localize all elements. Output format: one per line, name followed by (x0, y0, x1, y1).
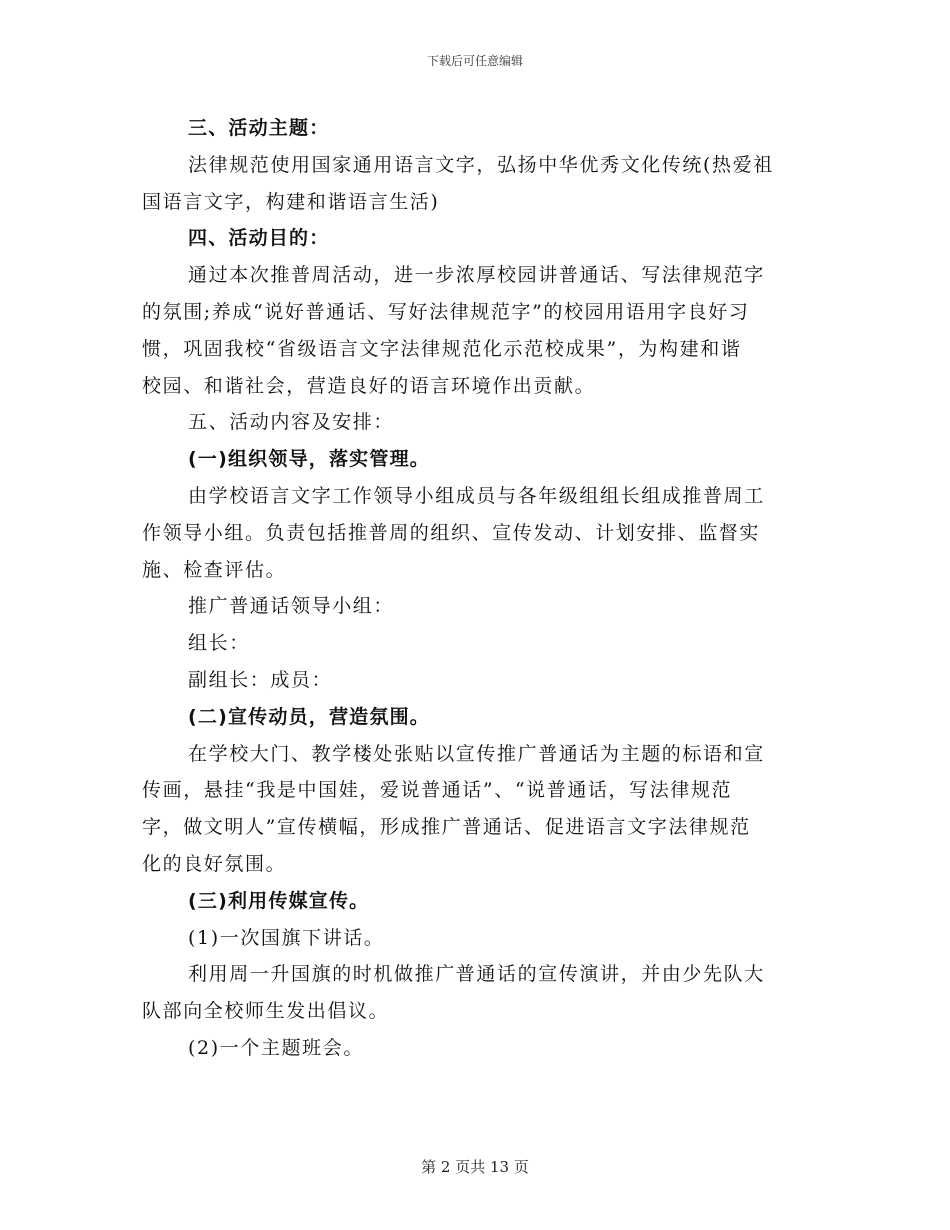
text-line: (2)一个主题班会。 (188, 1036, 364, 1059)
text-line: 在学校大门、教学楼处张贴以宣传推广普通话为主题的标语和宣 (188, 742, 765, 765)
text-line: 通过本次推普周活动，进一步浓厚校园讲普通话、写法律规范字 (188, 264, 765, 287)
text-line: 的氛围;养成“说好普通话、写好法律规范字”的校园用语用字良好习 (142, 300, 750, 323)
text-line: 五、活动内容及安排： (188, 411, 395, 434)
text-line: 校园、和谐社会，营造良好的语言环境作出贡献。 (142, 374, 596, 397)
page-header: 下载后可任意编辑 (426, 54, 523, 68)
text-line: 队部向全校师生发出倡议。 (142, 1000, 390, 1023)
text-line: (1)一次国旗下讲话。 (188, 926, 385, 949)
text-line: 副组长：成员： (188, 668, 333, 691)
text-line: 施、检查评估。 (142, 558, 287, 581)
text-line: 字，做文明人”宣传横幅，形成推广普通话、促进语言文字法律规范 (142, 816, 751, 839)
text-line: 作领导小组。负责包括推普周的组织、宣传发动、计划安排、监督实 (142, 521, 761, 544)
page-footer: 第 2 页共 13 页 (421, 1158, 529, 1176)
text-line: 推广普通话领导小组： (188, 595, 395, 618)
section-heading: (一)组织领导，落实管理。 (188, 448, 430, 471)
section-heading: 四、活动目的： (188, 227, 330, 250)
section-heading: (二)宣传动员，营造氛围。 (188, 705, 430, 728)
text-line: 传画，悬挂“我是中国娃，爱说普通话”、“说普通话，写法律规范 (142, 779, 733, 802)
section-heading: (三)利用传媒宣传。 (188, 889, 370, 912)
section-heading: 三、活动主题： (188, 117, 330, 139)
text-line: 组长： (188, 632, 250, 655)
text-line: 国语言文字，构建和谐语言生活) (142, 190, 440, 213)
text-line: 化的良好氛围。 (142, 852, 287, 875)
text-line: 由学校语言文字工作领导小组成员与各年级组组长组成推普周工 (188, 484, 765, 507)
text-line: 法律规范使用国家通用语言文字，弘扬中华优秀文化传统(热爱祖 (188, 153, 774, 176)
document-body (142, 110, 808, 1067)
text-line: 利用周一升国旗的时机做推广普通话的宣传演讲，并由少先队大 (188, 963, 765, 986)
text-line: 惯，巩固我校“省级语言文字法律规范化示范校成果”，为构建和谐 (142, 337, 742, 360)
